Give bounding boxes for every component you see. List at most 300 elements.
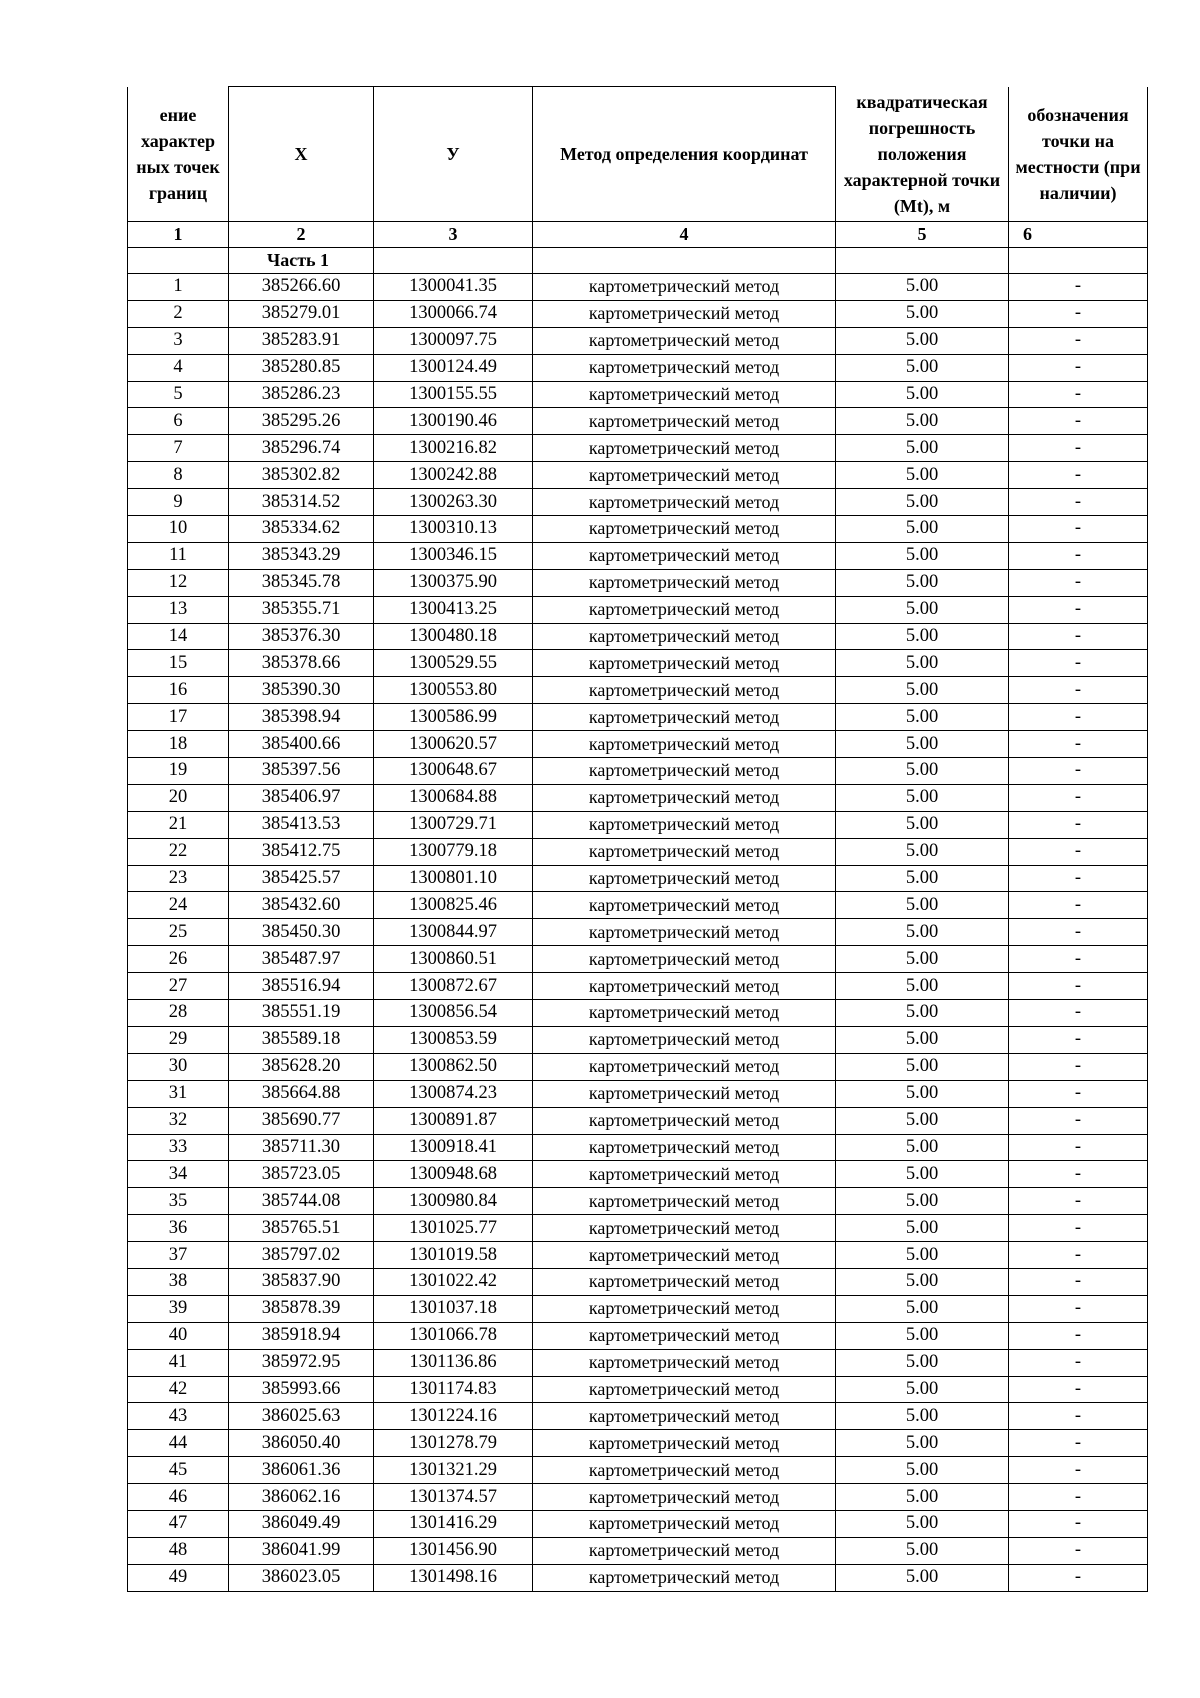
x-cell: 385690.77 xyxy=(229,1107,374,1134)
accuracy-cell: 5.00 xyxy=(836,516,1009,543)
table-row xyxy=(128,1484,1148,1511)
column-number: 4 xyxy=(533,222,836,248)
part-row xyxy=(128,248,1148,274)
y-cell: 1300948.68 xyxy=(374,1161,533,1188)
marking-cell: - xyxy=(1009,623,1148,650)
point-number-cell: 38 xyxy=(128,1268,229,1295)
method-cell: картометрический метод xyxy=(533,1510,836,1537)
x-cell: 385355.71 xyxy=(229,596,374,623)
marking-cell: - xyxy=(1009,1510,1148,1537)
marking-cell: - xyxy=(1009,784,1148,811)
point-number-cell: 31 xyxy=(128,1080,229,1107)
method-cell: картометрический метод xyxy=(533,758,836,785)
table-row xyxy=(128,1349,1148,1376)
part-empty-cell xyxy=(374,248,533,274)
header-method: Метод определения координат xyxy=(533,87,836,222)
marking-cell: - xyxy=(1009,1080,1148,1107)
table-row xyxy=(128,516,1148,543)
point-number-cell: 21 xyxy=(128,811,229,838)
point-number-cell: 22 xyxy=(128,838,229,865)
y-cell: 1300413.25 xyxy=(374,596,533,623)
table-row xyxy=(128,1295,1148,1322)
x-cell: 385551.19 xyxy=(229,1000,374,1027)
marking-cell: - xyxy=(1009,1053,1148,1080)
point-number-cell: 41 xyxy=(128,1349,229,1376)
method-cell: картометрический метод xyxy=(533,1242,836,1269)
x-cell: 385390.30 xyxy=(229,677,374,704)
point-number-cell: 33 xyxy=(128,1134,229,1161)
point-number-cell: 5 xyxy=(128,381,229,408)
marking-cell: - xyxy=(1009,1537,1148,1564)
accuracy-cell: 5.00 xyxy=(836,1215,1009,1242)
header-point-number: ение характер ных точек границ xyxy=(128,87,229,222)
header-row xyxy=(128,87,1148,222)
method-cell: картометрический метод xyxy=(533,381,836,408)
marking-cell: - xyxy=(1009,758,1148,785)
method-cell: картометрический метод xyxy=(533,704,836,731)
method-cell: картометрический метод xyxy=(533,1080,836,1107)
table-header xyxy=(128,87,1148,222)
accuracy-cell: 5.00 xyxy=(836,1430,1009,1457)
marking-cell: - xyxy=(1009,704,1148,731)
x-cell: 385744.08 xyxy=(229,1188,374,1215)
method-cell: картометрический метод xyxy=(533,1268,836,1295)
coordinates-table xyxy=(127,86,1148,1592)
table-row xyxy=(128,838,1148,865)
x-cell: 385343.29 xyxy=(229,542,374,569)
point-number-cell: 42 xyxy=(128,1376,229,1403)
y-cell: 1300586.99 xyxy=(374,704,533,731)
point-number-cell: 24 xyxy=(128,892,229,919)
point-number-cell: 40 xyxy=(128,1322,229,1349)
x-cell: 385487.97 xyxy=(229,946,374,973)
point-number-cell: 9 xyxy=(128,489,229,516)
method-cell: картометрический метод xyxy=(533,919,836,946)
method-cell: картометрический метод xyxy=(533,408,836,435)
point-number-cell: 48 xyxy=(128,1537,229,1564)
y-cell: 1300801.10 xyxy=(374,865,533,892)
point-number-cell: 27 xyxy=(128,973,229,1000)
table-row xyxy=(128,1134,1148,1161)
method-cell: картометрический метод xyxy=(533,1537,836,1564)
table-row xyxy=(128,758,1148,785)
accuracy-cell: 5.00 xyxy=(836,973,1009,1000)
marking-cell: - xyxy=(1009,892,1148,919)
x-cell: 385993.66 xyxy=(229,1376,374,1403)
y-cell: 1300216.82 xyxy=(374,435,533,462)
method-cell: картометрический метод xyxy=(533,542,836,569)
method-cell: картометрический метод xyxy=(533,516,836,543)
y-cell: 1300844.97 xyxy=(374,919,533,946)
point-number-cell: 37 xyxy=(128,1242,229,1269)
marking-cell: - xyxy=(1009,865,1148,892)
column-number: 2 xyxy=(229,222,374,248)
part-empty-cell xyxy=(128,248,229,274)
header-accuracy: квадратическая погрешность положения характерной точки (Mt), м xyxy=(836,87,1009,222)
y-cell: 1300891.87 xyxy=(374,1107,533,1134)
point-number-cell: 13 xyxy=(128,596,229,623)
accuracy-cell: 5.00 xyxy=(836,731,1009,758)
y-cell: 1301374.57 xyxy=(374,1484,533,1511)
y-cell: 1300529.55 xyxy=(374,650,533,677)
point-number-cell: 1 xyxy=(128,274,229,301)
column-number: 3 xyxy=(374,222,533,248)
x-cell: 386041.99 xyxy=(229,1537,374,1564)
table-row xyxy=(128,1322,1148,1349)
point-number-cell: 6 xyxy=(128,408,229,435)
column-number: 6 xyxy=(1009,222,1148,248)
accuracy-cell: 5.00 xyxy=(836,542,1009,569)
method-cell: картометрический метод xyxy=(533,677,836,704)
table-row xyxy=(128,300,1148,327)
y-cell: 1300779.18 xyxy=(374,838,533,865)
x-cell: 386025.63 xyxy=(229,1403,374,1430)
marking-cell: - xyxy=(1009,1215,1148,1242)
table-row xyxy=(128,327,1148,354)
accuracy-cell: 5.00 xyxy=(836,435,1009,462)
method-cell: картометрический метод xyxy=(533,1484,836,1511)
point-number-cell: 8 xyxy=(128,462,229,489)
table-row xyxy=(128,865,1148,892)
y-cell: 1300729.71 xyxy=(374,811,533,838)
method-cell: картометрический метод xyxy=(533,1376,836,1403)
method-cell: картометрический метод xyxy=(533,811,836,838)
table-row xyxy=(128,435,1148,462)
x-cell: 385400.66 xyxy=(229,731,374,758)
table-row xyxy=(128,731,1148,758)
point-number-cell: 12 xyxy=(128,569,229,596)
y-cell: 1300872.67 xyxy=(374,973,533,1000)
table-row xyxy=(128,973,1148,1000)
y-cell: 1300860.51 xyxy=(374,946,533,973)
accuracy-cell: 5.00 xyxy=(836,865,1009,892)
method-cell: картометрический метод xyxy=(533,838,836,865)
method-cell: картометрический метод xyxy=(533,1349,836,1376)
accuracy-cell: 5.00 xyxy=(836,1134,1009,1161)
x-cell: 385398.94 xyxy=(229,704,374,731)
method-cell: картометрический метод xyxy=(533,865,836,892)
marking-cell: - xyxy=(1009,274,1148,301)
y-cell: 1300862.50 xyxy=(374,1053,533,1080)
marking-cell: - xyxy=(1009,1188,1148,1215)
x-cell: 385516.94 xyxy=(229,973,374,1000)
method-cell: картометрический метод xyxy=(533,731,836,758)
accuracy-cell: 5.00 xyxy=(836,1080,1009,1107)
table-row xyxy=(128,946,1148,973)
accuracy-cell: 5.00 xyxy=(836,1564,1009,1591)
y-cell: 1300124.49 xyxy=(374,354,533,381)
y-cell: 1301019.58 xyxy=(374,1242,533,1269)
accuracy-cell: 5.00 xyxy=(836,919,1009,946)
accuracy-cell: 5.00 xyxy=(836,811,1009,838)
x-cell: 385413.53 xyxy=(229,811,374,838)
y-cell: 1300066.74 xyxy=(374,300,533,327)
x-cell: 386050.40 xyxy=(229,1430,374,1457)
table-body xyxy=(128,222,1148,1592)
x-cell: 385406.97 xyxy=(229,784,374,811)
y-cell: 1301321.29 xyxy=(374,1457,533,1484)
table-row xyxy=(128,892,1148,919)
table-row xyxy=(128,354,1148,381)
y-cell: 1300480.18 xyxy=(374,623,533,650)
part-empty-cell xyxy=(1009,248,1148,274)
x-cell: 385711.30 xyxy=(229,1134,374,1161)
method-cell: картометрический метод xyxy=(533,1188,836,1215)
table-row xyxy=(128,1161,1148,1188)
table-row xyxy=(128,650,1148,677)
accuracy-cell: 5.00 xyxy=(836,300,1009,327)
marking-cell: - xyxy=(1009,1349,1148,1376)
marking-cell: - xyxy=(1009,1403,1148,1430)
x-cell: 385279.01 xyxy=(229,300,374,327)
marking-cell: - xyxy=(1009,946,1148,973)
y-cell: 1301498.16 xyxy=(374,1564,533,1591)
table-row xyxy=(128,1000,1148,1027)
part-empty-cell xyxy=(836,248,1009,274)
marking-cell: - xyxy=(1009,1564,1148,1591)
accuracy-cell: 5.00 xyxy=(836,381,1009,408)
y-cell: 1300874.23 xyxy=(374,1080,533,1107)
method-cell: картометрический метод xyxy=(533,1403,836,1430)
y-cell: 1300553.80 xyxy=(374,677,533,704)
method-cell: картометрический метод xyxy=(533,435,836,462)
y-cell: 1300856.54 xyxy=(374,1000,533,1027)
marking-cell: - xyxy=(1009,569,1148,596)
point-number-cell: 4 xyxy=(128,354,229,381)
marking-cell: - xyxy=(1009,596,1148,623)
accuracy-cell: 5.00 xyxy=(836,1510,1009,1537)
table-row xyxy=(128,1242,1148,1269)
marking-cell: - xyxy=(1009,327,1148,354)
point-number-cell: 7 xyxy=(128,435,229,462)
marking-cell: - xyxy=(1009,1322,1148,1349)
method-cell: картометрический метод xyxy=(533,1107,836,1134)
accuracy-cell: 5.00 xyxy=(836,1349,1009,1376)
marking-cell: - xyxy=(1009,408,1148,435)
x-cell: 385283.91 xyxy=(229,327,374,354)
table-row xyxy=(128,274,1148,301)
method-cell: картометрический метод xyxy=(533,1430,836,1457)
y-cell: 1301136.86 xyxy=(374,1349,533,1376)
y-cell: 1301022.42 xyxy=(374,1268,533,1295)
marking-cell: - xyxy=(1009,381,1148,408)
y-cell: 1300918.41 xyxy=(374,1134,533,1161)
marking-cell: - xyxy=(1009,1000,1148,1027)
point-number-cell: 10 xyxy=(128,516,229,543)
accuracy-cell: 5.00 xyxy=(836,1161,1009,1188)
accuracy-cell: 5.00 xyxy=(836,462,1009,489)
accuracy-cell: 5.00 xyxy=(836,1295,1009,1322)
point-number-cell: 14 xyxy=(128,623,229,650)
table-row xyxy=(128,1053,1148,1080)
table-row xyxy=(128,489,1148,516)
x-cell: 386023.05 xyxy=(229,1564,374,1591)
marking-cell: - xyxy=(1009,1484,1148,1511)
point-number-cell: 32 xyxy=(128,1107,229,1134)
marking-cell: - xyxy=(1009,1134,1148,1161)
point-number-cell: 26 xyxy=(128,946,229,973)
x-cell: 386061.36 xyxy=(229,1457,374,1484)
marking-cell: - xyxy=(1009,1376,1148,1403)
accuracy-cell: 5.00 xyxy=(836,784,1009,811)
table-row xyxy=(128,1537,1148,1564)
point-number-cell: 39 xyxy=(128,1295,229,1322)
table-row xyxy=(128,1403,1148,1430)
marking-cell: - xyxy=(1009,1161,1148,1188)
header-x: X xyxy=(229,87,374,222)
y-cell: 1301224.16 xyxy=(374,1403,533,1430)
table-row xyxy=(128,1107,1148,1134)
accuracy-cell: 5.00 xyxy=(836,650,1009,677)
x-cell: 385376.30 xyxy=(229,623,374,650)
method-cell: картометрический метод xyxy=(533,327,836,354)
marking-cell: - xyxy=(1009,973,1148,1000)
x-cell: 385412.75 xyxy=(229,838,374,865)
accuracy-cell: 5.00 xyxy=(836,1457,1009,1484)
point-number-cell: 18 xyxy=(128,731,229,758)
x-cell: 385378.66 xyxy=(229,650,374,677)
x-cell: 385723.05 xyxy=(229,1161,374,1188)
x-cell: 385432.60 xyxy=(229,892,374,919)
header-marking: обозначения точки на местности (при наличии) xyxy=(1009,87,1148,222)
table-row xyxy=(128,569,1148,596)
accuracy-cell: 5.00 xyxy=(836,274,1009,301)
part-empty-cell xyxy=(533,248,836,274)
x-cell: 385295.26 xyxy=(229,408,374,435)
method-cell: картометрический метод xyxy=(533,300,836,327)
point-number-cell: 19 xyxy=(128,758,229,785)
column-number: 1 xyxy=(128,222,229,248)
x-cell: 385334.62 xyxy=(229,516,374,543)
table-row xyxy=(128,1026,1148,1053)
marking-cell: - xyxy=(1009,919,1148,946)
y-cell: 1301066.78 xyxy=(374,1322,533,1349)
x-cell: 385664.88 xyxy=(229,1080,374,1107)
accuracy-cell: 5.00 xyxy=(836,1242,1009,1269)
table-row xyxy=(128,1376,1148,1403)
method-cell: картометрический метод xyxy=(533,1215,836,1242)
y-cell: 1300346.15 xyxy=(374,542,533,569)
accuracy-cell: 5.00 xyxy=(836,1484,1009,1511)
method-cell: картометрический метод xyxy=(533,623,836,650)
accuracy-cell: 5.00 xyxy=(836,704,1009,731)
accuracy-cell: 5.00 xyxy=(836,1322,1009,1349)
method-cell: картометрический метод xyxy=(533,1322,836,1349)
method-cell: картометрический метод xyxy=(533,274,836,301)
accuracy-cell: 5.00 xyxy=(836,838,1009,865)
y-cell: 1300980.84 xyxy=(374,1188,533,1215)
point-number-cell: 25 xyxy=(128,919,229,946)
y-cell: 1301456.90 xyxy=(374,1537,533,1564)
marking-cell: - xyxy=(1009,731,1148,758)
x-cell: 385837.90 xyxy=(229,1268,374,1295)
y-cell: 1300097.75 xyxy=(374,327,533,354)
marking-cell: - xyxy=(1009,354,1148,381)
table-row xyxy=(128,704,1148,731)
accuracy-cell: 5.00 xyxy=(836,1268,1009,1295)
x-cell: 385302.82 xyxy=(229,462,374,489)
marking-cell: - xyxy=(1009,1457,1148,1484)
marking-cell: - xyxy=(1009,462,1148,489)
point-number-cell: 35 xyxy=(128,1188,229,1215)
point-number-cell: 36 xyxy=(128,1215,229,1242)
accuracy-cell: 5.00 xyxy=(836,623,1009,650)
x-cell: 385314.52 xyxy=(229,489,374,516)
x-cell: 385425.57 xyxy=(229,865,374,892)
y-cell: 1301278.79 xyxy=(374,1430,533,1457)
table-row xyxy=(128,381,1148,408)
marking-cell: - xyxy=(1009,811,1148,838)
method-cell: картометрический метод xyxy=(533,946,836,973)
method-cell: картометрический метод xyxy=(533,1295,836,1322)
x-cell: 386062.16 xyxy=(229,1484,374,1511)
marking-cell: - xyxy=(1009,300,1148,327)
y-cell: 1300263.30 xyxy=(374,489,533,516)
accuracy-cell: 5.00 xyxy=(836,596,1009,623)
method-cell: картометрический метод xyxy=(533,1000,836,1027)
marking-cell: - xyxy=(1009,677,1148,704)
marking-cell: - xyxy=(1009,1107,1148,1134)
marking-cell: - xyxy=(1009,650,1148,677)
table-row xyxy=(128,677,1148,704)
table-row xyxy=(128,1510,1148,1537)
y-cell: 1300310.13 xyxy=(374,516,533,543)
table-row xyxy=(128,542,1148,569)
table-row xyxy=(128,1564,1148,1591)
method-cell: картометрический метод xyxy=(533,1026,836,1053)
y-cell: 1300648.67 xyxy=(374,758,533,785)
point-number-cell: 11 xyxy=(128,542,229,569)
x-cell: 385765.51 xyxy=(229,1215,374,1242)
method-cell: картометрический метод xyxy=(533,973,836,1000)
method-cell: картометрический метод xyxy=(533,1457,836,1484)
x-cell: 385918.94 xyxy=(229,1322,374,1349)
accuracy-cell: 5.00 xyxy=(836,489,1009,516)
method-cell: картометрический метод xyxy=(533,1134,836,1161)
method-cell: картометрический метод xyxy=(533,784,836,811)
y-cell: 1301037.18 xyxy=(374,1295,533,1322)
y-cell: 1300242.88 xyxy=(374,462,533,489)
accuracy-cell: 5.00 xyxy=(836,327,1009,354)
x-cell: 385266.60 xyxy=(229,274,374,301)
point-number-cell: 46 xyxy=(128,1484,229,1511)
y-cell: 1300375.90 xyxy=(374,569,533,596)
y-cell: 1301025.77 xyxy=(374,1215,533,1242)
point-number-cell: 2 xyxy=(128,300,229,327)
marking-cell: - xyxy=(1009,542,1148,569)
method-cell: картометрический метод xyxy=(533,489,836,516)
y-cell: 1301416.29 xyxy=(374,1510,533,1537)
accuracy-cell: 5.00 xyxy=(836,758,1009,785)
point-number-cell: 45 xyxy=(128,1457,229,1484)
table-row xyxy=(128,1080,1148,1107)
point-number-cell: 43 xyxy=(128,1403,229,1430)
x-cell: 385450.30 xyxy=(229,919,374,946)
table-row xyxy=(128,596,1148,623)
point-number-cell: 23 xyxy=(128,865,229,892)
x-cell: 385397.56 xyxy=(229,758,374,785)
table-row xyxy=(128,1268,1148,1295)
accuracy-cell: 5.00 xyxy=(836,892,1009,919)
y-cell: 1301174.83 xyxy=(374,1376,533,1403)
header-y: У xyxy=(374,87,533,222)
point-number-cell: 30 xyxy=(128,1053,229,1080)
method-cell: картометрический метод xyxy=(533,354,836,381)
x-cell: 385286.23 xyxy=(229,381,374,408)
y-cell: 1300041.35 xyxy=(374,274,533,301)
accuracy-cell: 5.00 xyxy=(836,408,1009,435)
table-row xyxy=(128,462,1148,489)
